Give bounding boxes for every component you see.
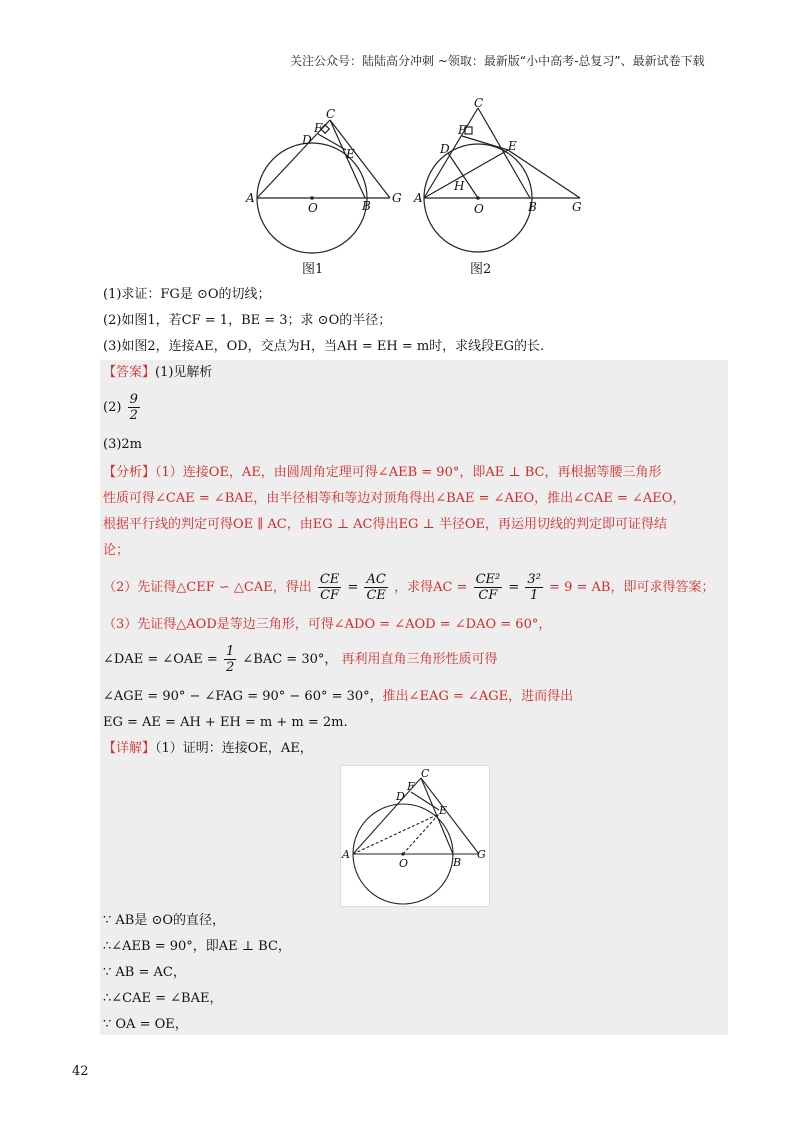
question-2: (2)如图1，若CF = 1，BE = 3；求 ⊙O的半径； bbox=[103, 313, 392, 328]
analysis-label: 【分析】 bbox=[103, 465, 156, 480]
answer-label: 【答案】 bbox=[103, 365, 156, 380]
answer-line-1 bbox=[103, 364, 212, 382]
detail-step-5: ∵ OA = OE， bbox=[103, 1017, 188, 1032]
fig1-label-B: B bbox=[362, 199, 371, 213]
analysis-l7c: 再利用直角三角形性质可得 bbox=[341, 652, 498, 667]
analysis-l7b: ∠BAC = 30°， bbox=[242, 652, 338, 667]
fig1-label-A: A bbox=[246, 191, 255, 205]
analysis-l5a: （2）先证得△CEF ∽ △CAE，得出 bbox=[103, 580, 312, 595]
analysis-l5eq2: = bbox=[508, 580, 520, 595]
fig2-line-AC bbox=[424, 108, 478, 198]
fig2-label-B: B bbox=[528, 200, 537, 214]
analysis-l5b: ，求得AC = bbox=[394, 580, 468, 595]
fig2-label-A: A bbox=[414, 191, 423, 205]
question-1: (1)求证：FG是 ⊙O的切线； bbox=[103, 287, 271, 302]
analysis-line-1 bbox=[103, 464, 661, 482]
analysis-l9: EG = AE = AH + EH = m + m = 2m. bbox=[103, 715, 348, 730]
sol-label-E: E bbox=[439, 804, 448, 817]
fig1-label-G: G bbox=[392, 191, 402, 205]
fig2-label-C: C bbox=[474, 98, 484, 110]
analysis-line-8 bbox=[103, 688, 573, 706]
analysis-l5c: = 9 = AB，即可求得答案； bbox=[549, 580, 715, 595]
analysis-l8a: ∠AGE = 90° − ∠FAG = 90° − 60° = 30°， bbox=[103, 689, 383, 704]
solution-figure bbox=[340, 765, 490, 907]
analysis-l3: 根据平行线的判定可得OE ∥ AC，由EG ⊥ AC得出EG ⊥ 半径OE，再运用切线的判定即可证得结 bbox=[103, 517, 667, 532]
fig2-label-E: E bbox=[508, 139, 517, 153]
answer-part2-prefix: (2) bbox=[103, 400, 122, 415]
sol-line-FE bbox=[411, 792, 439, 810]
fig2-label-F: F bbox=[458, 123, 467, 137]
answer-part3: (3)2m bbox=[103, 437, 143, 452]
sol-line-CG bbox=[421, 778, 479, 854]
frac-half-den: 2 bbox=[225, 660, 235, 675]
sol-label-A: A bbox=[342, 848, 350, 861]
analysis-l6: （3）先证得△AOD是等边三角形，可得∠ADO = ∠AOD = ∠DAO = 60°， bbox=[103, 617, 552, 632]
detail-step-3: ∵ AB = AC， bbox=[103, 965, 186, 980]
frac-half bbox=[224, 644, 236, 675]
fig2-caption: 图2 bbox=[470, 262, 492, 277]
analysis-l8b: 推出∠EAG = ∠AGE，进而得出 bbox=[382, 689, 574, 704]
geometry-figures bbox=[240, 98, 600, 283]
fig1-caption: 图1 bbox=[302, 262, 324, 277]
page-number: 42 bbox=[72, 1064, 89, 1079]
fig2-line-FE bbox=[462, 136, 508, 150]
fig2-label-G: G bbox=[572, 200, 582, 214]
analysis-l4: 论； bbox=[103, 543, 130, 558]
detail-step-1: ∵ AB是 ⊙O的直径， bbox=[103, 913, 226, 928]
frac-3sq-1-den: 1 bbox=[530, 588, 539, 603]
fig1-label-F: F bbox=[314, 121, 323, 135]
sol-line-OE-dashed bbox=[403, 814, 439, 854]
frac-ce2-cf-den: CF bbox=[478, 588, 498, 603]
sol-label-O: O bbox=[399, 857, 409, 870]
frac-ce-cf-den: CF bbox=[320, 588, 340, 603]
sol-label-G: G bbox=[477, 848, 486, 861]
figures-area bbox=[240, 98, 600, 283]
detail-line-1 bbox=[103, 740, 313, 758]
analysis-l7a: ∠DAE = ∠OAE = bbox=[103, 652, 218, 667]
fig1-center-dot bbox=[310, 196, 314, 200]
answer-part2-den: 2 bbox=[129, 408, 138, 423]
fig2-line-EG bbox=[508, 150, 580, 198]
fig2-label-H: H bbox=[454, 179, 465, 193]
detail-step-2: ∴∠AEB = 90°，即AE ⊥ BC， bbox=[103, 939, 291, 954]
solution-geometry bbox=[341, 766, 489, 906]
sol-label-D: D bbox=[396, 790, 405, 803]
frac-3sq-1-num: 3² bbox=[527, 572, 541, 587]
answer-part2-num: 9 bbox=[129, 392, 138, 407]
frac-3sq-1 bbox=[525, 572, 542, 603]
fig2-label-D: D bbox=[440, 142, 450, 156]
figure-2 bbox=[424, 108, 580, 252]
fig1-label-D: D bbox=[302, 133, 312, 147]
frac-ce-cf-num: CE bbox=[319, 572, 340, 587]
fig1-label-E: E bbox=[346, 147, 355, 161]
detail-step-4: ∴∠CAE = ∠BAE， bbox=[103, 991, 223, 1006]
sol-label-C: C bbox=[421, 767, 430, 780]
answer-part1: (1)见解析 bbox=[155, 365, 213, 380]
analysis-line-5 bbox=[103, 570, 714, 606]
frac-ac-ce-den: CE bbox=[366, 588, 386, 603]
frac-ce2-cf bbox=[474, 572, 503, 603]
analysis-l5eq: = bbox=[347, 580, 359, 595]
sol-label-B: B bbox=[453, 856, 462, 869]
frac-half-num: 1 bbox=[225, 644, 235, 659]
sol-center-dot bbox=[401, 852, 404, 855]
analysis-line-7 bbox=[103, 642, 498, 678]
answer-part2-fraction bbox=[128, 392, 140, 423]
figure-1 bbox=[257, 120, 390, 253]
fig2-line-CB bbox=[478, 108, 530, 198]
analysis-l2: 性质可得∠CAE = ∠BAE，由半径相等和等边对顶角得出∠BAE = ∠AEO，推出∠CAE = ∠AEO， bbox=[103, 491, 686, 506]
analysis-l1: （1）连接OE，AE，由圆周角定理可得∠AEB = 90°，即AE ⊥ BC，再根据等腰三角形 bbox=[155, 465, 662, 480]
fig1-label-O: O bbox=[308, 201, 318, 215]
page-header: 关注公众号：陆陆高分冲刺 ~领取：最新版“小中高考-总复习”、最新试卷下载 bbox=[290, 54, 705, 68]
frac-ac-ce-num: AC bbox=[364, 572, 387, 588]
answer-line-2 bbox=[103, 392, 142, 423]
question-3: (3)如图2，连接AE，OD，交点为H，当AH = EH = m时，求线段EG的长. bbox=[103, 339, 545, 354]
sol-label-F: F bbox=[407, 780, 415, 793]
fig2-center-dot bbox=[476, 196, 480, 200]
fig2-label-O: O bbox=[474, 202, 484, 216]
frac-ce2-cf-num: CE² bbox=[475, 572, 501, 587]
detail-l1: （1）证明：连接OE，AE， bbox=[155, 741, 313, 756]
frac-ac-ce bbox=[364, 572, 387, 603]
fig1-label-C: C bbox=[326, 107, 336, 121]
detail-label: 【详解】 bbox=[103, 741, 156, 756]
fig2-line-AE bbox=[424, 150, 508, 198]
frac-ce-cf bbox=[318, 572, 341, 603]
